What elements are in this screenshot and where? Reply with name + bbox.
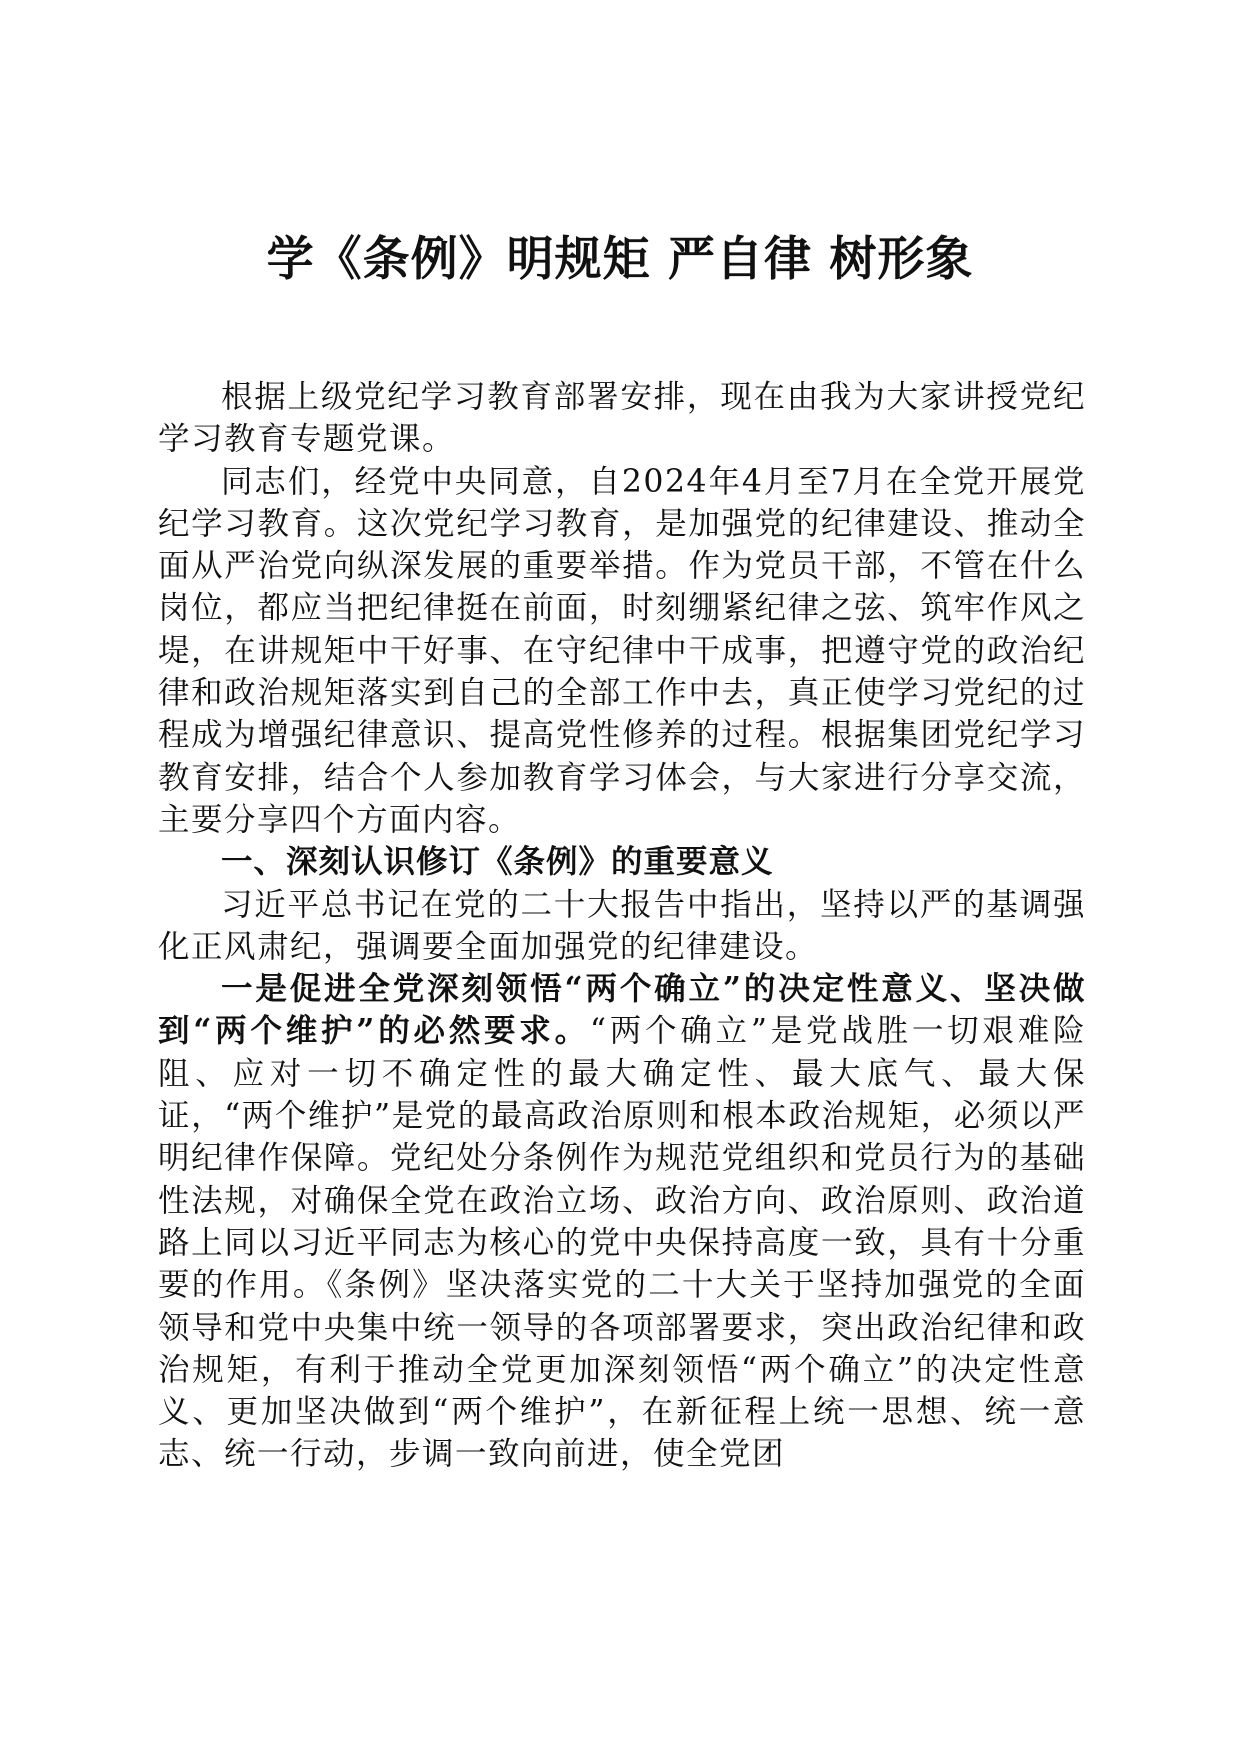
point-one-lead: 一是促进全党深刻领悟“两个确立”的决定性意义、坚决做到“两个维护”的必然要求。 — [158, 970, 1086, 1050]
section-heading-1: 一、深刻认识修订《条例》的重要意义 — [221, 844, 774, 881]
paragraph-background: 同志们，经党中央同意，自2024年4月至7月在全党开展党纪学习教育。这次党纪学习教育，是加强党的纪律建设、推动全面从严治党向纵深发展的重要举措。作为党员干部，不管在什么岗位，都应当把纪律挺在前面，时刻绷紧纪律之弦、筑牢作风之堤，在讲规矩中干好事、在守纪律中干成事，把遵守党的政治纪律和政治规矩落实到自己的全部工作中去，真正使学习党纪的过程成为增强纪律意识、提高党性修养的过程。根据集团党纪学习教育安排，结合个人参加教育学习体会，与大家进行分享交流，主要分享四个方面内容。 — [158, 463, 1086, 838]
paragraph-report-quote: 习近平总书记在党的二十大报告中指出，坚持以严的基调强化正风肃纪，强调要全面加强党的纪律建设。 — [158, 886, 1086, 965]
paragraph-point-one — [158, 968, 1086, 1476]
point-one-body: “两个确立”是党战胜一切艰难险阻、应对一切不确定性的最大确定性、最大底气、最大保证，“两个维护”是党的最高政治原则和根本政治规矩，必须以严明纪律作保障。党纪处分条例作为规范党组织和党员行为的基础性法规，对确保全党在政治立场、政治方向、政治原则、政治道路上同以习近平同志为核心的党中央保持高度一致，具有十分重要的作用。《条例》坚决落实党的二十大关于坚持加强党的全面领导和党中央集中统一领导的各项部署要求，突出政治纪律和政治规矩，有利于推动全党更加深刻领悟“两个确立”的决定性意义、更加坚决做到“两个维护”，在新征程上统一思想、统一意志、统一行动，步调一致向前进，使全党团 — [158, 1013, 1086, 1473]
document-body — [158, 376, 1086, 1476]
document-title: 学《条例》明规矩 严自律 树形象 — [266, 232, 974, 287]
paragraph-intro: 根据上级党纪学习教育部署安排，现在由我为大家讲授党纪学习教育专题党课。 — [158, 379, 1086, 458]
